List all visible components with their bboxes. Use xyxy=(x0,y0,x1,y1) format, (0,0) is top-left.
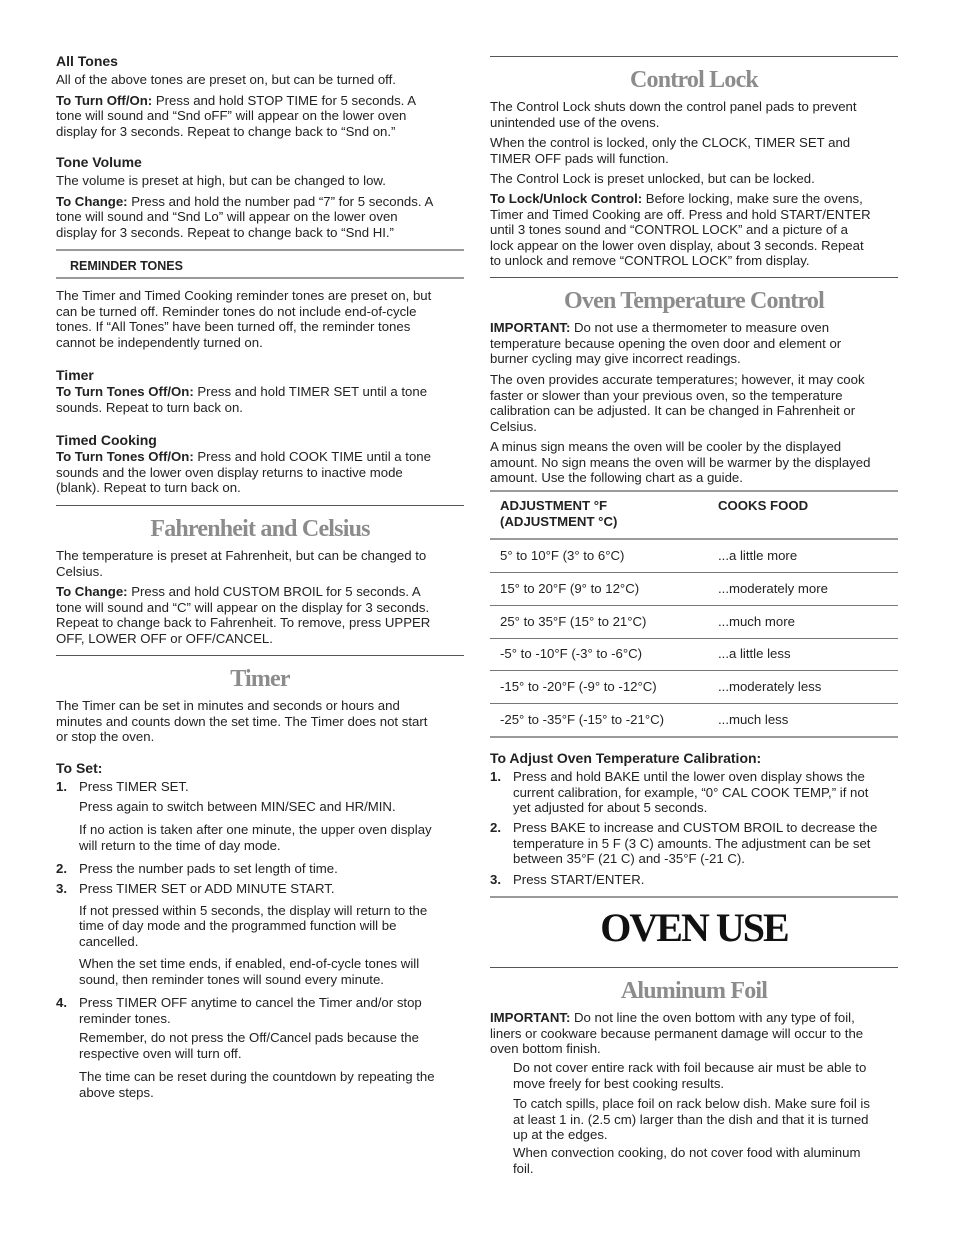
oven-temp-p3: A minus sign means the oven will be cooler by the displayed amount. No sign means the oven will be warmer by the displayed amount. Use the following chart as a guide. xyxy=(490,439,871,486)
reminder-tones-heading: REMINDER TONES xyxy=(70,259,183,273)
control-lock-p3: The Control Lock is preset unlocked, but can be locked. xyxy=(490,171,815,186)
timed-cooking-heading: Timed Cooking xyxy=(56,432,157,448)
table-row: 5° to 10°F (3° to 6°C) ...a little more xyxy=(490,540,898,573)
divider xyxy=(56,249,464,251)
fahrenheit-instruction: To Change: Press and hold CUSTOM BROIL for 5 seconds. A tone will sound and “C” will appear on the display for 3 seconds. Repeat to change back to Fahrenheit. To remove, press UPPER OFF, LOWER OFF or OFF/CANCEL. xyxy=(56,584,431,646)
table-row: -5° to -10°F (-3° to -6°C) ...a little less xyxy=(490,638,898,671)
table-header-cooks-food: COOKS FOOD xyxy=(718,498,809,513)
fahrenheit-celsius-title: Fahrenheit and Celsius xyxy=(150,516,370,542)
timer-step-1: 1. Press TIMER SET. Press again to switch between MIN/SEC and HR/MIN. If no action is taken after one minute, the upper oven display will return to the time of day mode. xyxy=(56,779,432,853)
adjustment-table xyxy=(490,540,898,736)
divider xyxy=(490,896,898,898)
all-tones-text: All of the above tones are preset on, but can be turned off. xyxy=(56,72,396,87)
timer-tones-text: To Turn Tones Off/On: Press and hold TIMER SET until a tone sounds. Repeat to turn back on. xyxy=(56,384,428,415)
control-lock-instruction: To Lock/Unlock Control: Before locking, make sure the ovens, Timer and Timed Cooking are off. Press and hold START/ENTER until 3 tones sound and “CONTROL LOCK” and a picture of a lock appear on the lower oven display, about 3 seconds. Repeat to unlock and remove “CONTROL LOCK” from display. xyxy=(490,191,871,269)
tone-volume-text: The volume is preset at high, but can be changed to low. xyxy=(56,173,386,188)
table-row: 25° to 35°F (15° to 21°C) ...much more xyxy=(490,606,898,639)
timed-cooking-text: To Turn Tones Off/On: Press and hold COOK TIME until a tone sounds and the lower oven display returns to inactive mode (blank). Repeat to turn back on. xyxy=(56,449,431,496)
adjust-calibration-heading: To Adjust Oven Temperature Calibration: xyxy=(490,750,762,766)
divider xyxy=(490,56,898,57)
oven-temperature-title: Oven Temperature Control xyxy=(564,288,824,314)
oven-temp-p2: The oven provides accurate temperatures; however, it may cook faster or slower than your previous oven, so the temperature calibration can be adjusted. It can be changed in Fahrenheit or Celsius. xyxy=(490,372,865,434)
tone-volume-section xyxy=(56,154,464,240)
oven-temp-important: IMPORTANT: Do not use a thermometer to measure oven temperature because opening the oven door and element or burner cycling may give incorrect readings. xyxy=(490,320,842,367)
divider xyxy=(56,655,464,656)
calibration-step-2: 2. Press BAKE to increase and CUSTOM BROIL to decrease the temperature in 5 F (3 C) amounts. The adjustment can be set between 35°F (21 C) and -35°F (-21 C). xyxy=(490,820,878,867)
control-lock-title: Control Lock xyxy=(630,67,758,93)
timer-tones-heading: Timer xyxy=(56,367,94,383)
all-tones-heading: All Tones xyxy=(56,53,118,69)
table-top-rule xyxy=(490,490,898,492)
calibration-step-3: 3. Press START/ENTER. xyxy=(490,872,645,887)
oven-use-title: OVEN USE xyxy=(600,905,788,950)
divider xyxy=(490,277,898,278)
control-lock-p1: The Control Lock shuts down the control panel pads to prevent unintended use of the ovens. xyxy=(490,99,857,130)
tone-volume-heading: Tone Volume xyxy=(56,154,142,170)
timer-step-3: 3. Press TIMER SET or ADD MINUTE START. If not pressed within 5 seconds, the display will return to the time of day mode and the programmed function will be cancelled. When the set time ends, if enabled, end-of-cycle tones will sound, then reminder tones will sound every minute. xyxy=(56,881,428,987)
aluminum-foil-important: IMPORTANT: Do not line the oven bottom with any type of foil, liners or cookware because permanent damage will occur to the oven bottom finish. xyxy=(490,1010,864,1057)
aluminum-foil-title: Aluminum Foil xyxy=(620,978,768,1004)
table-row: -15° to -20°F (-9° to -12°C) ...moderately less xyxy=(490,671,898,704)
table-header-adjustment: ADJUSTMENT °F (ADJUSTMENT °C) xyxy=(500,498,618,529)
timer-intro: The Timer can be set in minutes and seconds or hours and minutes and counts down the set time. The Timer does not start or stop the oven. xyxy=(56,698,428,745)
foil-tip-3: When convection cooking, do not cover food with aluminum foil. xyxy=(513,1145,861,1176)
timed-cooking-section xyxy=(56,432,464,496)
timer-step-4: 4. Press TIMER OFF anytime to cancel the Timer and/or stop reminder tones. Remember, do not press the Off/Cancel pads because the respective oven will turn off. The time can be reset during the countdown by repeating the above steps. xyxy=(56,995,435,1100)
timer-title: Timer xyxy=(230,666,290,692)
fahrenheit-text: The temperature is preset at Fahrenheit, but can be changed to Celsius. xyxy=(56,548,427,579)
all-tones-instruction: To Turn Off/On: Press and hold STOP TIME for 5 seconds. A tone will sound and “Snd oFF” will appear on the lower oven display for 3 seconds. Repeat to change back to “Snd on.” xyxy=(56,92,417,139)
divider xyxy=(56,505,464,506)
table-row: 15° to 20°F (9° to 12°C) ...moderately more xyxy=(490,573,898,606)
reminder-tones-text: The Timer and Timed Cooking reminder tones are preset on, but can be turned off. Reminder tones do not include end-of-cycle tones. If “All Tones” have been turned off, the reminder tones cannot be independently turned on. xyxy=(56,288,432,350)
divider xyxy=(56,277,464,279)
all-tones-section xyxy=(56,53,464,139)
timer-tones-section xyxy=(56,367,464,415)
foil-tip-1: Do not cover entire rack with foil because air must be able to move freely for best cooking results. xyxy=(513,1060,867,1091)
tone-volume-instruction: To Change: Press and hold the number pad “7” for 5 seconds. A tone will sound and “Snd Lo” will appear on the lower oven display for 3 seconds. Repeat to change back to “Snd HI.” xyxy=(56,193,434,240)
table-row: -25° to -35°F (-15° to -21°C) ...much less xyxy=(490,704,898,738)
foil-tip-2: To catch spills, place foil on rack below dish. Make sure foil is at least 1 in. (2.5 cm) larger than the dish and that it is turned up at the edges. xyxy=(513,1096,870,1143)
to-set-heading: To Set: xyxy=(56,760,103,776)
calibration-step-1: 1. Press and hold BAKE until the lower oven display shows the current calibration, for example, “0° CAL COOK TEMP,” if not yet adjusted for about 5 seconds. xyxy=(490,769,869,816)
timer-step-2: 2. Press the number pads to set length of time. xyxy=(56,861,338,876)
divider xyxy=(490,967,898,968)
control-lock-p2: When the control is locked, only the CLOCK, TIMER SET and TIMER OFF pads will function. xyxy=(490,135,851,166)
